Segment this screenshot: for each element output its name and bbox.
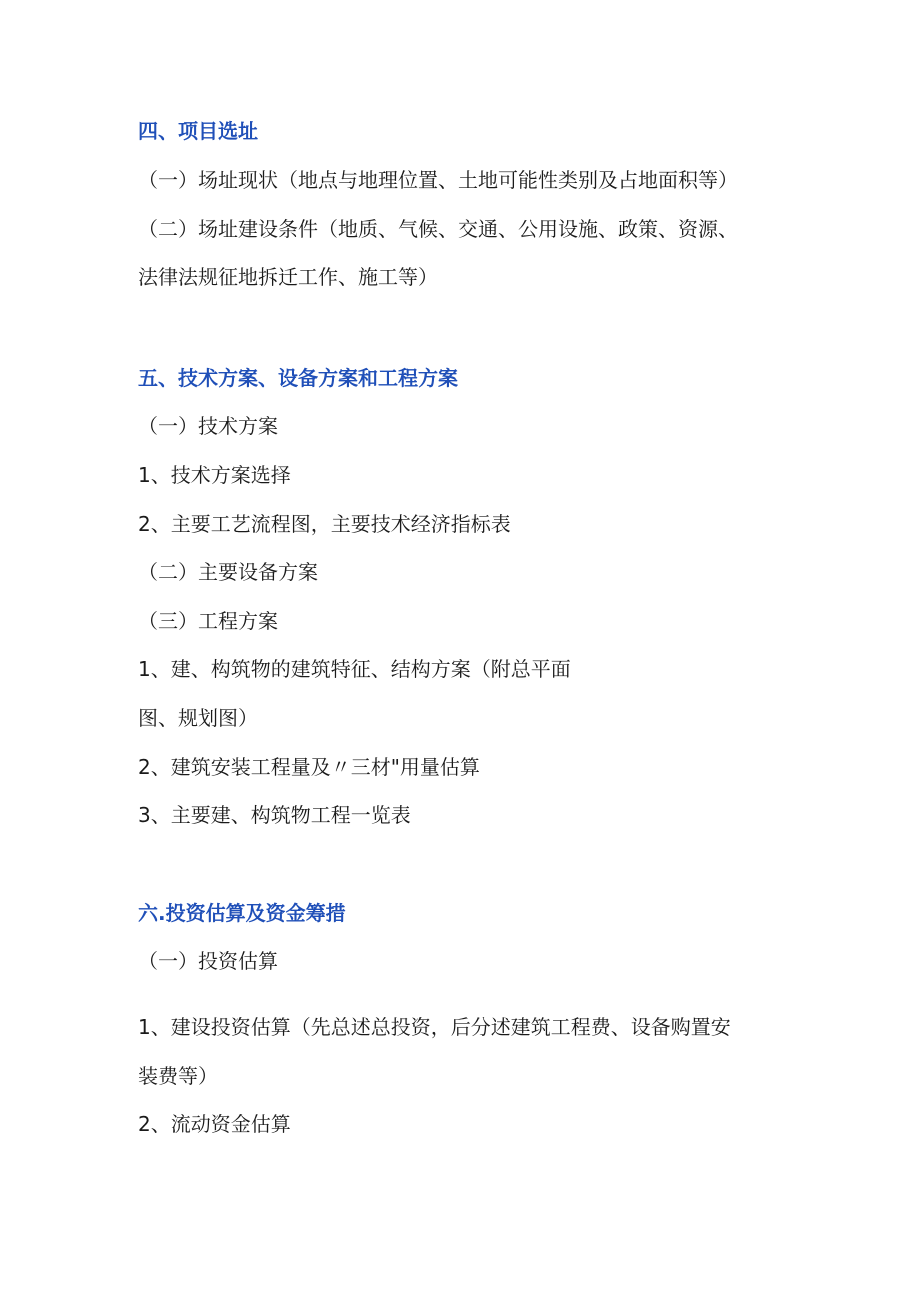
text-line: 图、规划图） — [138, 706, 258, 730]
text-line: （三）工程方案 — [138, 609, 278, 633]
section-5-heading: 五、技术方案、设备方案和工程方案 — [138, 366, 458, 390]
text-line: 2、流动资金估算 — [138, 1112, 291, 1136]
section-4-heading: 四、项目选址 — [138, 119, 258, 143]
text-line: 装费等） — [138, 1064, 218, 1088]
section-6-heading: 六.投资估算及资金筹措 — [138, 901, 346, 925]
text-line: （一）投资估算 — [138, 949, 278, 973]
text-line: 1、建设投资估算（先总述总投资，后分述建筑工程费、设备购置安 — [138, 1015, 731, 1039]
text-line: 1、技术方案选择 — [138, 463, 291, 487]
text-line: 3、主要建、构筑物工程一览表 — [138, 803, 411, 827]
text-line: （二）场址建设条件（地质、气候、交通、公用设施、政策、资源、 — [138, 217, 738, 241]
text-line: 2、主要工艺流程图，主要技术经济指标表 — [138, 512, 511, 536]
text-line: （二）主要设备方案 — [138, 560, 318, 584]
text-line: （一）技术方案 — [138, 414, 278, 438]
text-line: （一）场址现状（地点与地理位置、土地可能性类别及占地面积等） — [138, 168, 738, 192]
text-line: 1、建、构筑物的建筑特征、结构方案（附总平面 — [138, 657, 571, 681]
text-line: 2、建筑安装工程量及〃三材"用量估算 — [138, 755, 480, 779]
text-line: 法律法规征地拆迁工作、施工等） — [138, 265, 438, 289]
